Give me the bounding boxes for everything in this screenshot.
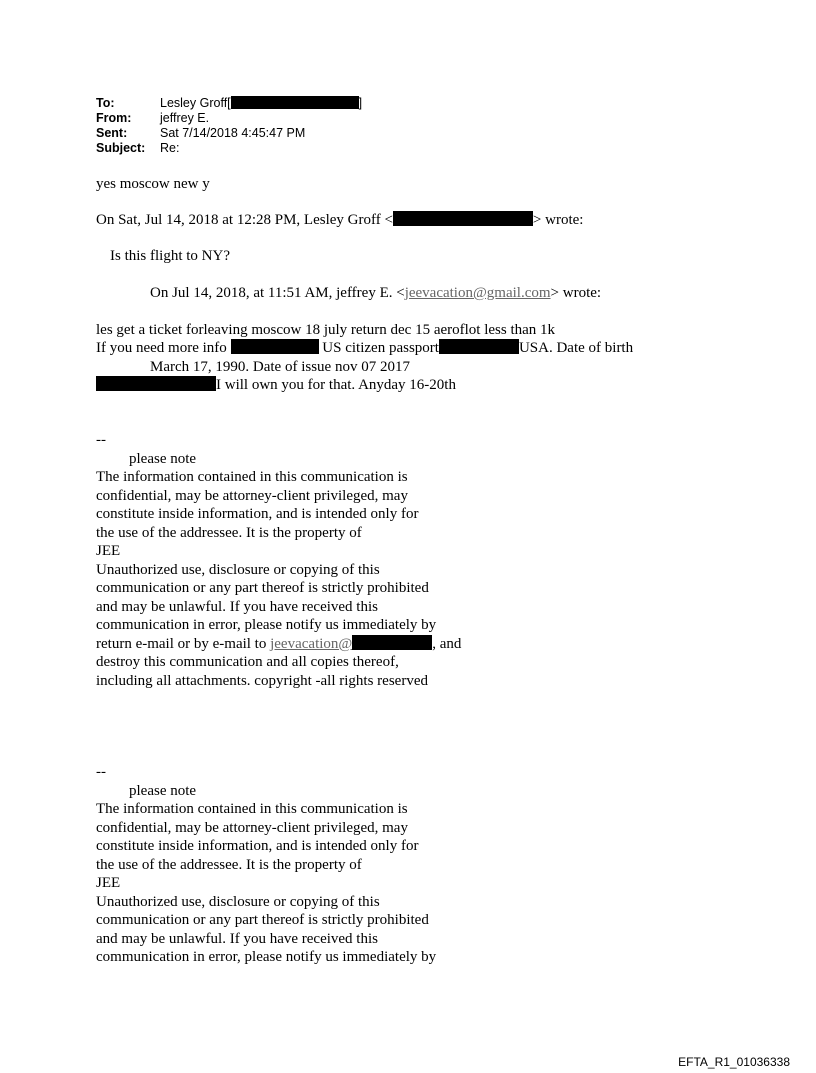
redaction-block [231,339,319,354]
document-id: EFTA_R1_01036338 [678,1055,790,1069]
disclaimer-line: the use of the addressee. It is the property of [96,524,362,541]
from-row [96,111,362,126]
redaction-block [231,96,359,109]
quote1-pre: On Sat, Jul 14, 2018 at 12:28 PM, Lesley Groff < [96,212,393,228]
own-text: I will own you for that. Anyday 16-20th [216,377,456,393]
disclaimer-line [96,635,496,654]
redaction-block [393,211,533,226]
disclaimer-line: and may be unlawful. If you have received this [96,598,378,615]
email-link[interactable]: jeevacation@ [270,635,353,652]
disclaimer-2 [96,763,496,967]
to-value [160,96,362,111]
please-note: please note [129,450,197,467]
disclaimer-line: Unauthorized use, disclosure or copying of this [96,561,380,578]
to-bracket: ] [358,96,363,110]
quote2-line [150,284,601,303]
redaction-block [439,339,519,354]
info-b: US citizen passport [318,340,439,356]
return-text: return e-mail or by e-mail to [96,635,271,652]
to-name: Lesley Groff[ [160,96,231,110]
disclaimer-line: including all attachments. copyright -all rights reserved [96,672,428,689]
disclaimer-line: communication in error, please notify us immediately by [96,949,437,965]
disclaimer-line: JEE [96,543,121,559]
please-note: please note [129,782,197,799]
disclaimer-line: Unauthorized use, disclosure or copying of this [96,893,380,910]
disclaimer-line: communication or any part thereof is strictly prohibited [96,580,429,596]
subject-value: Re: [160,141,180,155]
disclaimer-line: the use of the addressee. It is the property of [96,856,362,873]
from-label: From: [96,111,132,125]
quote2-pre: On Jul 14, 2018, at 11:51 AM, jeffrey E. < [150,285,405,301]
disclaimer-line: confidential, may be attorney-client privileged, may [96,819,408,836]
email-link[interactable]: jeevacation@gmail.com [404,285,551,301]
to-row [96,96,362,111]
email-header [96,96,362,156]
info-c: USA. Date of birth [518,340,634,356]
own-line [96,376,456,395]
redaction-block [96,376,216,391]
sent-label: Sent: [96,126,128,140]
to-label: To: [96,96,115,110]
disclaimer-line: confidential, may be attorney-client privileged, may [96,487,408,504]
separator: -- [96,432,106,448]
sent-value: Sat 7/14/2018 4:45:47 PM [160,126,306,140]
quote2-post: > wrote: [550,285,602,301]
redaction-block [352,635,432,650]
separator: -- [96,764,106,780]
disclaimer-line: communication in error, please notify us immediately by [96,617,437,633]
info-a: If you need more info [96,340,231,356]
disclaimer-line: communication or any part thereof is strictly prohibited [96,912,429,928]
quote1-line [96,211,583,230]
sent-row [96,126,362,141]
info-line [96,339,633,358]
quote1-post: > wrote: [532,212,584,228]
from-value: jeffrey E. [160,111,210,125]
subject-label: Subject: [96,141,146,155]
reply-text: yes moscow new y [96,176,210,192]
question-text: Is this flight to NY? [110,248,230,264]
disclaimer-line: constitute inside information, and is intended only for [96,506,419,522]
ticket-line: les get a ticket forleaving moscow 18 july return dec 15 aeroflot less than 1k [96,322,556,338]
subject-row [96,141,362,156]
disclaimer-line: The information contained in this communication is [96,469,408,485]
dob-line: March 17, 1990. Date of issue nov 07 2017 [150,359,410,375]
disclaimer-line: The information contained in this communication is [96,801,408,817]
disclaimer-line: destroy this communication and all copies thereof, [96,654,399,670]
and-text: , and [432,635,462,652]
disclaimer-line: constitute inside information, and is intended only for [96,838,419,854]
disclaimer-line: and may be unlawful. If you have received this [96,930,378,947]
disclaimer-line: JEE [96,875,121,891]
disclaimer-1 [96,431,496,690]
